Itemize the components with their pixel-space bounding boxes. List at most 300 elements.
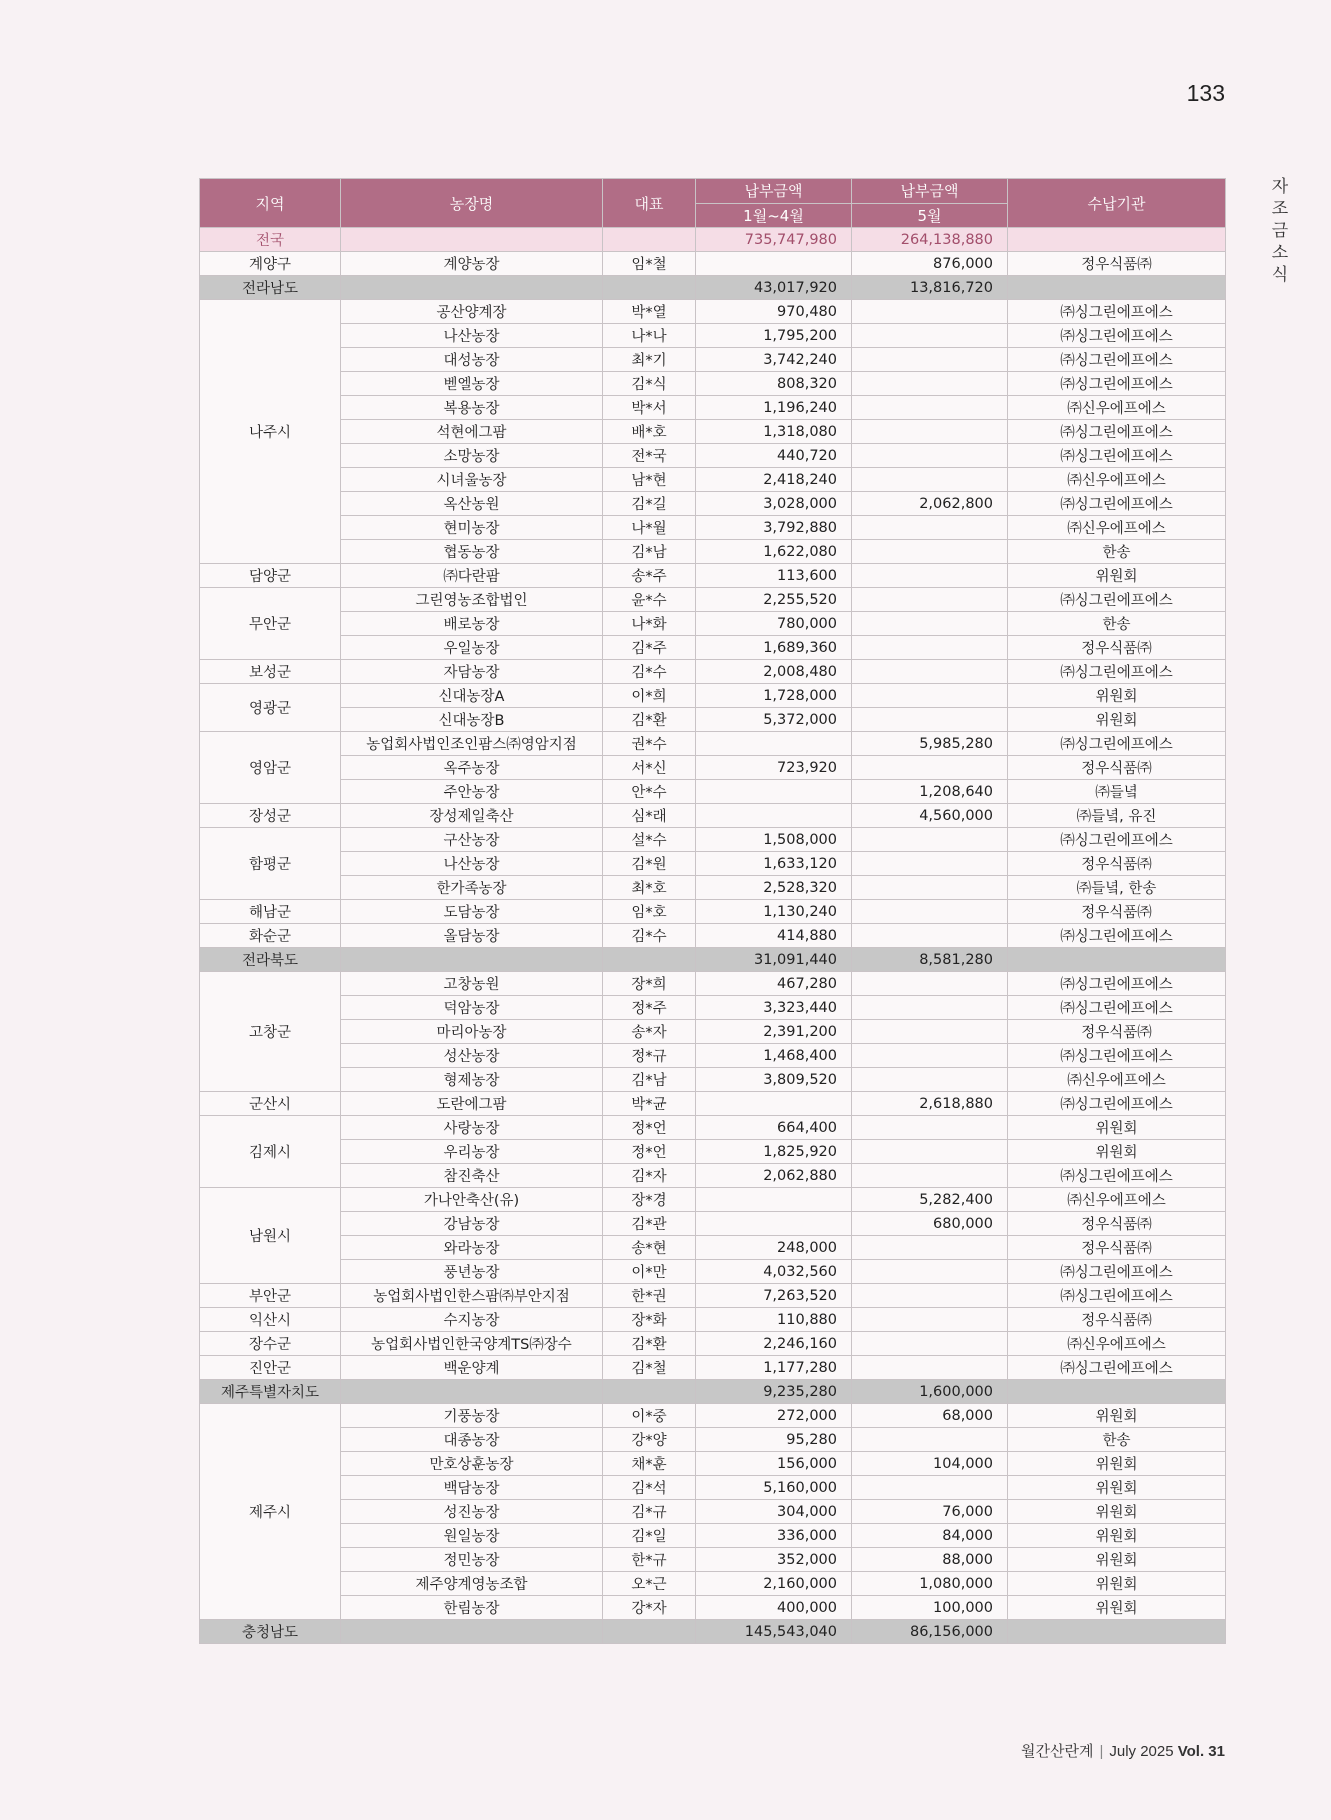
amount-may [852, 1260, 1008, 1284]
representative: 이*만 [603, 1260, 696, 1284]
representative: 권*수 [603, 732, 696, 756]
table-row [200, 636, 1226, 660]
payment-table [199, 178, 1226, 1644]
table-row [200, 1596, 1226, 1620]
amount-jan-apr: 272,000 [696, 1404, 852, 1428]
representative: 강*양 [603, 1428, 696, 1452]
representative: 전*국 [603, 444, 696, 468]
farm-name: 형제농장 [341, 1068, 603, 1092]
page-number: 133 [1186, 80, 1225, 106]
province-amount2: 86,156,000 [852, 1620, 1008, 1644]
amount-jan-apr: 664,400 [696, 1116, 852, 1140]
amount-jan-apr: 2,008,480 [696, 660, 852, 684]
amount-may [852, 660, 1008, 684]
farm-name: 수지농장 [341, 1308, 603, 1332]
header-agency: 수납기관 [1008, 179, 1226, 228]
collection-agency: ㈜들녘, 유진 [1008, 804, 1226, 828]
collection-agency: ㈜들녘 [1008, 780, 1226, 804]
collection-agency: 정우식품㈜ [1008, 252, 1226, 276]
farm-name: 시녀울농장 [341, 468, 603, 492]
table-row [200, 804, 1226, 828]
collection-agency: 위원회 [1008, 1596, 1226, 1620]
amount-jan-apr: 113,600 [696, 564, 852, 588]
collection-agency: ㈜신우에프에스 [1008, 516, 1226, 540]
province-name: 전라북도 [200, 948, 341, 972]
table-row [200, 1116, 1226, 1140]
amount-jan-apr: 3,792,880 [696, 516, 852, 540]
amount-may [852, 1140, 1008, 1164]
amount-jan-apr: 110,880 [696, 1308, 852, 1332]
collection-agency: 위원회 [1008, 564, 1226, 588]
collection-agency: 정우식품㈜ [1008, 1236, 1226, 1260]
national-label: 전국 [200, 228, 341, 252]
header-farm: 농장명 [341, 179, 603, 228]
region-cell: 김제시 [200, 1116, 341, 1188]
amount-jan-apr: 2,246,160 [696, 1332, 852, 1356]
table-row [200, 684, 1226, 708]
collection-agency: ㈜신우에프에스 [1008, 396, 1226, 420]
table-row [200, 1044, 1226, 1068]
collection-agency: ㈜싱그린에프에스 [1008, 1044, 1226, 1068]
farm-name: 신대농장A [341, 684, 603, 708]
table-row [200, 1524, 1226, 1548]
table-row [200, 348, 1226, 372]
representative: 설*수 [603, 828, 696, 852]
representative: 김*일 [603, 1524, 696, 1548]
table-row [200, 444, 1226, 468]
representative: 배*호 [603, 420, 696, 444]
representative: 장*화 [603, 1308, 696, 1332]
amount-may: 68,000 [852, 1404, 1008, 1428]
representative: 나*나 [603, 324, 696, 348]
table-row [200, 1188, 1226, 1212]
table-row [200, 1068, 1226, 1092]
region-cell: 영광군 [200, 684, 341, 732]
table-row [200, 564, 1226, 588]
collection-agency: 정우식품㈜ [1008, 900, 1226, 924]
amount-may: 84,000 [852, 1524, 1008, 1548]
farm-name: 성진농장 [341, 1500, 603, 1524]
collection-agency: 위원회 [1008, 1476, 1226, 1500]
header-amount2-top: 납부금액 [852, 179, 1008, 204]
table-row [200, 1572, 1226, 1596]
farm-name: 신대농장B [341, 708, 603, 732]
representative: 김*관 [603, 1212, 696, 1236]
farm-name: 백운양계 [341, 1356, 603, 1380]
section-title: 자 조 금 소 식 [1271, 177, 1289, 285]
amount-may [852, 372, 1008, 396]
representative: 한*권 [603, 1284, 696, 1308]
region-cell: 남원시 [200, 1188, 341, 1284]
farm-name: 도란에그팜 [341, 1092, 603, 1116]
amount-may: 1,208,640 [852, 780, 1008, 804]
amount-may [852, 1284, 1008, 1308]
collection-agency: 위원회 [1008, 1452, 1226, 1476]
representative: 김*규 [603, 1500, 696, 1524]
collection-agency: ㈜싱그린에프에스 [1008, 1260, 1226, 1284]
amount-jan-apr [696, 252, 852, 276]
collection-agency: 위원회 [1008, 1500, 1226, 1524]
farm-name: 마리아농장 [341, 1020, 603, 1044]
province-subtotal-row [200, 1620, 1226, 1644]
collection-agency: ㈜싱그린에프에스 [1008, 324, 1226, 348]
table-row [200, 972, 1226, 996]
farm-name: 자담농장 [341, 660, 603, 684]
representative: 서*신 [603, 756, 696, 780]
representative: 장*경 [603, 1188, 696, 1212]
amount-may [852, 588, 1008, 612]
header-region: 지역 [200, 179, 341, 228]
amount-may [852, 348, 1008, 372]
amount-may [852, 876, 1008, 900]
collection-agency: ㈜싱그린에프에스 [1008, 1284, 1226, 1308]
amount-jan-apr: 2,418,240 [696, 468, 852, 492]
farm-name: 가나안축산(유) [341, 1188, 603, 1212]
region-cell: 진안군 [200, 1356, 341, 1380]
amount-jan-apr: 1,728,000 [696, 684, 852, 708]
farm-name: 농업회사법인한스팜㈜부안지점 [341, 1284, 603, 1308]
representative: 김*남 [603, 1068, 696, 1092]
representative: 김*식 [603, 372, 696, 396]
amount-may [852, 1020, 1008, 1044]
representative: 이*중 [603, 1404, 696, 1428]
farm-name: 벧엘농장 [341, 372, 603, 396]
region-cell: 담양군 [200, 564, 341, 588]
farm-name: 나산농장 [341, 852, 603, 876]
farm-name: 구산농장 [341, 828, 603, 852]
collection-agency: 위원회 [1008, 1572, 1226, 1596]
amount-jan-apr: 95,280 [696, 1428, 852, 1452]
region-cell: 익산시 [200, 1308, 341, 1332]
representative: 남*현 [603, 468, 696, 492]
farm-name: 정민농장 [341, 1548, 603, 1572]
amount-jan-apr [696, 780, 852, 804]
table-row [200, 300, 1226, 324]
amount-may [852, 540, 1008, 564]
collection-agency: ㈜싱그린에프에스 [1008, 660, 1226, 684]
table-row [200, 1356, 1226, 1380]
representative: 나*월 [603, 516, 696, 540]
amount-jan-apr: 1,196,240 [696, 396, 852, 420]
amount-jan-apr: 440,720 [696, 444, 852, 468]
representative: 김*수 [603, 660, 696, 684]
table-row [200, 372, 1226, 396]
collection-agency: ㈜싱그린에프에스 [1008, 588, 1226, 612]
province-name: 충청남도 [200, 1620, 341, 1644]
region-cell: 영암군 [200, 732, 341, 804]
farm-name: 고창농원 [341, 972, 603, 996]
collection-agency: ㈜신우에프에스 [1008, 1068, 1226, 1092]
amount-may [852, 612, 1008, 636]
region-cell: 장성군 [200, 804, 341, 828]
collection-agency: ㈜싱그린에프에스 [1008, 1356, 1226, 1380]
footer-magazine: 월간산란계 [1021, 1743, 1094, 1760]
collection-agency: 정우식품㈜ [1008, 756, 1226, 780]
table-row [200, 924, 1226, 948]
amount-jan-apr: 2,528,320 [696, 876, 852, 900]
representative: 김*석 [603, 1476, 696, 1500]
collection-agency: ㈜싱그린에프에스 [1008, 348, 1226, 372]
representative: 정*규 [603, 1044, 696, 1068]
collection-agency: 위원회 [1008, 1116, 1226, 1140]
collection-agency: ㈜싱그린에프에스 [1008, 828, 1226, 852]
table-row [200, 756, 1226, 780]
farm-name: 덕암농장 [341, 996, 603, 1020]
representative: 김*자 [603, 1164, 696, 1188]
province-subtotal-row [200, 276, 1226, 300]
representative: 채*훈 [603, 1452, 696, 1476]
representative: 김*길 [603, 492, 696, 516]
representative: 정*언 [603, 1116, 696, 1140]
amount-may: 680,000 [852, 1212, 1008, 1236]
table-row [200, 1140, 1226, 1164]
amount-jan-apr: 2,062,880 [696, 1164, 852, 1188]
farm-name: 와라농장 [341, 1236, 603, 1260]
amount-may [852, 1308, 1008, 1332]
representative: 정*언 [603, 1140, 696, 1164]
amount-may [852, 708, 1008, 732]
region-cell: 무안군 [200, 588, 341, 660]
header-amount2-period: 5월 [852, 203, 1008, 228]
header-amount1-period: 1월~4월 [696, 203, 852, 228]
amount-may [852, 1164, 1008, 1188]
representative: 나*화 [603, 612, 696, 636]
amount-jan-apr: 1,508,000 [696, 828, 852, 852]
amount-may: 5,985,280 [852, 732, 1008, 756]
farm-name: 나산농장 [341, 324, 603, 348]
amount-jan-apr: 1,468,400 [696, 1044, 852, 1068]
table-row [200, 1428, 1226, 1452]
farm-name: 우리농장 [341, 1140, 603, 1164]
table-row [200, 780, 1226, 804]
representative: 김*주 [603, 636, 696, 660]
farm-name: 한림농장 [341, 1596, 603, 1620]
amount-may: 76,000 [852, 1500, 1008, 1524]
collection-agency: ㈜들녘, 한송 [1008, 876, 1226, 900]
footer: 월간산란계 | July 2025 Vol. 31 [1021, 1743, 1225, 1760]
collection-agency: ㈜싱그린에프에스 [1008, 924, 1226, 948]
amount-jan-apr: 1,795,200 [696, 324, 852, 348]
province-amount1: 9,235,280 [696, 1380, 852, 1404]
farm-name: 제주양계영농조합 [341, 1572, 603, 1596]
amount-jan-apr: 3,323,440 [696, 996, 852, 1020]
amount-may [852, 924, 1008, 948]
amount-jan-apr: 780,000 [696, 612, 852, 636]
amount-jan-apr [696, 732, 852, 756]
table-row [200, 1236, 1226, 1260]
province-name: 제주특별자치도 [200, 1380, 341, 1404]
representative: 강*자 [603, 1596, 696, 1620]
collection-agency: ㈜신우에프에스 [1008, 468, 1226, 492]
representative: 오*근 [603, 1572, 696, 1596]
representative: 김*환 [603, 1332, 696, 1356]
amount-jan-apr: 336,000 [696, 1524, 852, 1548]
table-row [200, 492, 1226, 516]
farm-name: 풍년농장 [341, 1260, 603, 1284]
province-amount2: 8,581,280 [852, 948, 1008, 972]
table-row [200, 1404, 1226, 1428]
table-row [200, 1260, 1226, 1284]
farm-name: 복용농장 [341, 396, 603, 420]
amount-may [852, 756, 1008, 780]
representative: 임*철 [603, 252, 696, 276]
amount-may [852, 564, 1008, 588]
province-subtotal-row [200, 948, 1226, 972]
amount-jan-apr: 400,000 [696, 1596, 852, 1620]
collection-agency: ㈜신우에프에스 [1008, 1332, 1226, 1356]
collection-agency: ㈜싱그린에프에스 [1008, 372, 1226, 396]
amount-jan-apr: 304,000 [696, 1500, 852, 1524]
table-row [200, 516, 1226, 540]
amount-may: 104,000 [852, 1452, 1008, 1476]
table-row [200, 324, 1226, 348]
amount-jan-apr: 156,000 [696, 1452, 852, 1476]
representative: 송*현 [603, 1236, 696, 1260]
amount-jan-apr: 5,372,000 [696, 708, 852, 732]
amount-jan-apr [696, 804, 852, 828]
representative: 장*희 [603, 972, 696, 996]
farm-name: 기풍농장 [341, 1404, 603, 1428]
region-cell: 제주시 [200, 1404, 341, 1620]
amount-may: 2,062,800 [852, 492, 1008, 516]
header-representative: 대표 [603, 179, 696, 228]
footer-volume: Vol. 31 [1177, 1743, 1225, 1760]
amount-jan-apr: 1,825,920 [696, 1140, 852, 1164]
farm-name: 백담농장 [341, 1476, 603, 1500]
representative: 윤*수 [603, 588, 696, 612]
representative: 김*수 [603, 924, 696, 948]
farm-name: 대종농장 [341, 1428, 603, 1452]
table-row [200, 468, 1226, 492]
collection-agency: ㈜신우에프에스 [1008, 1188, 1226, 1212]
table-row [200, 1092, 1226, 1116]
representative: 송*자 [603, 1020, 696, 1044]
table-row [200, 1212, 1226, 1236]
farm-name: 그린영농조합법인 [341, 588, 603, 612]
amount-may [852, 852, 1008, 876]
farm-name: 계양농장 [341, 252, 603, 276]
farm-name: 현미농장 [341, 516, 603, 540]
province-amount1: 31,091,440 [696, 948, 852, 972]
collection-agency: 정우식품㈜ [1008, 1020, 1226, 1044]
farm-name: 한가족농장 [341, 876, 603, 900]
collection-agency: ㈜싱그린에프에스 [1008, 420, 1226, 444]
amount-may [852, 1236, 1008, 1260]
amount-jan-apr: 467,280 [696, 972, 852, 996]
representative: 박*균 [603, 1092, 696, 1116]
farm-name: 농업회사법인조인팜스㈜영암지점 [341, 732, 603, 756]
national-amount2: 264,138,880 [852, 228, 1008, 252]
province-amount1: 43,017,920 [696, 276, 852, 300]
farm-name: 소망농장 [341, 444, 603, 468]
region-cell: 부안군 [200, 1284, 341, 1308]
amount-may: 876,000 [852, 252, 1008, 276]
farm-name: 공산양계장 [341, 300, 603, 324]
representative: 송*주 [603, 564, 696, 588]
farm-name: 석현에그팜 [341, 420, 603, 444]
amount-jan-apr: 808,320 [696, 372, 852, 396]
farm-name: 원일농장 [341, 1524, 603, 1548]
representative: 박*서 [603, 396, 696, 420]
province-name: 전라남도 [200, 276, 341, 300]
amount-may: 4,560,000 [852, 804, 1008, 828]
farm-name: 옥산농원 [341, 492, 603, 516]
amount-jan-apr: 1,689,360 [696, 636, 852, 660]
farm-name: 장성제일축산 [341, 804, 603, 828]
farm-name: 참진축산 [341, 1164, 603, 1188]
amount-jan-apr: 3,742,240 [696, 348, 852, 372]
table-row [200, 420, 1226, 444]
representative: 김*환 [603, 708, 696, 732]
representative: 최*기 [603, 348, 696, 372]
region-cell: 고창군 [200, 972, 341, 1092]
table-row [200, 660, 1226, 684]
table-row [200, 828, 1226, 852]
collection-agency: 한송 [1008, 1428, 1226, 1452]
amount-jan-apr: 970,480 [696, 300, 852, 324]
amount-jan-apr: 5,160,000 [696, 1476, 852, 1500]
amount-may [852, 396, 1008, 420]
table-row [200, 396, 1226, 420]
region-cell: 군산시 [200, 1092, 341, 1116]
representative: 김*남 [603, 540, 696, 564]
amount-may [852, 444, 1008, 468]
province-amount1: 145,543,040 [696, 1620, 852, 1644]
table-row [200, 900, 1226, 924]
collection-agency: ㈜싱그린에프에스 [1008, 444, 1226, 468]
amount-may [852, 1356, 1008, 1380]
amount-may [852, 1332, 1008, 1356]
amount-may [852, 1068, 1008, 1092]
collection-agency: 위원회 [1008, 1140, 1226, 1164]
amount-jan-apr: 248,000 [696, 1236, 852, 1260]
collection-agency: ㈜싱그린에프에스 [1008, 996, 1226, 1020]
header-amount1-top: 납부금액 [696, 179, 852, 204]
table-row [200, 1548, 1226, 1572]
farm-name: 사랑농장 [341, 1116, 603, 1140]
table-row [200, 1020, 1226, 1044]
representative: 김*원 [603, 852, 696, 876]
amount-jan-apr: 723,920 [696, 756, 852, 780]
amount-may [852, 972, 1008, 996]
table-row [200, 1164, 1226, 1188]
table-row [200, 612, 1226, 636]
amount-jan-apr: 3,028,000 [696, 492, 852, 516]
table-row [200, 852, 1226, 876]
table-row [200, 1476, 1226, 1500]
amount-may: 5,282,400 [852, 1188, 1008, 1212]
amount-may: 1,080,000 [852, 1572, 1008, 1596]
collection-agency: 위원회 [1008, 1404, 1226, 1428]
region-cell: 화순군 [200, 924, 341, 948]
collection-agency: 한송 [1008, 540, 1226, 564]
collection-agency: 정우식품㈜ [1008, 1212, 1226, 1236]
table-row [200, 732, 1226, 756]
farm-name: 옥주농장 [341, 756, 603, 780]
collection-agency: ㈜싱그린에프에스 [1008, 1164, 1226, 1188]
amount-may [852, 996, 1008, 1020]
national-amount1: 735,747,980 [696, 228, 852, 252]
region-cell: 해남군 [200, 900, 341, 924]
table-row [200, 996, 1226, 1020]
amount-jan-apr: 1,130,240 [696, 900, 852, 924]
farm-name: 배로농장 [341, 612, 603, 636]
farm-name: 주안농장 [341, 780, 603, 804]
table-row [200, 708, 1226, 732]
farm-name: 우일농장 [341, 636, 603, 660]
amount-jan-apr: 1,177,280 [696, 1356, 852, 1380]
collection-agency: 한송 [1008, 612, 1226, 636]
